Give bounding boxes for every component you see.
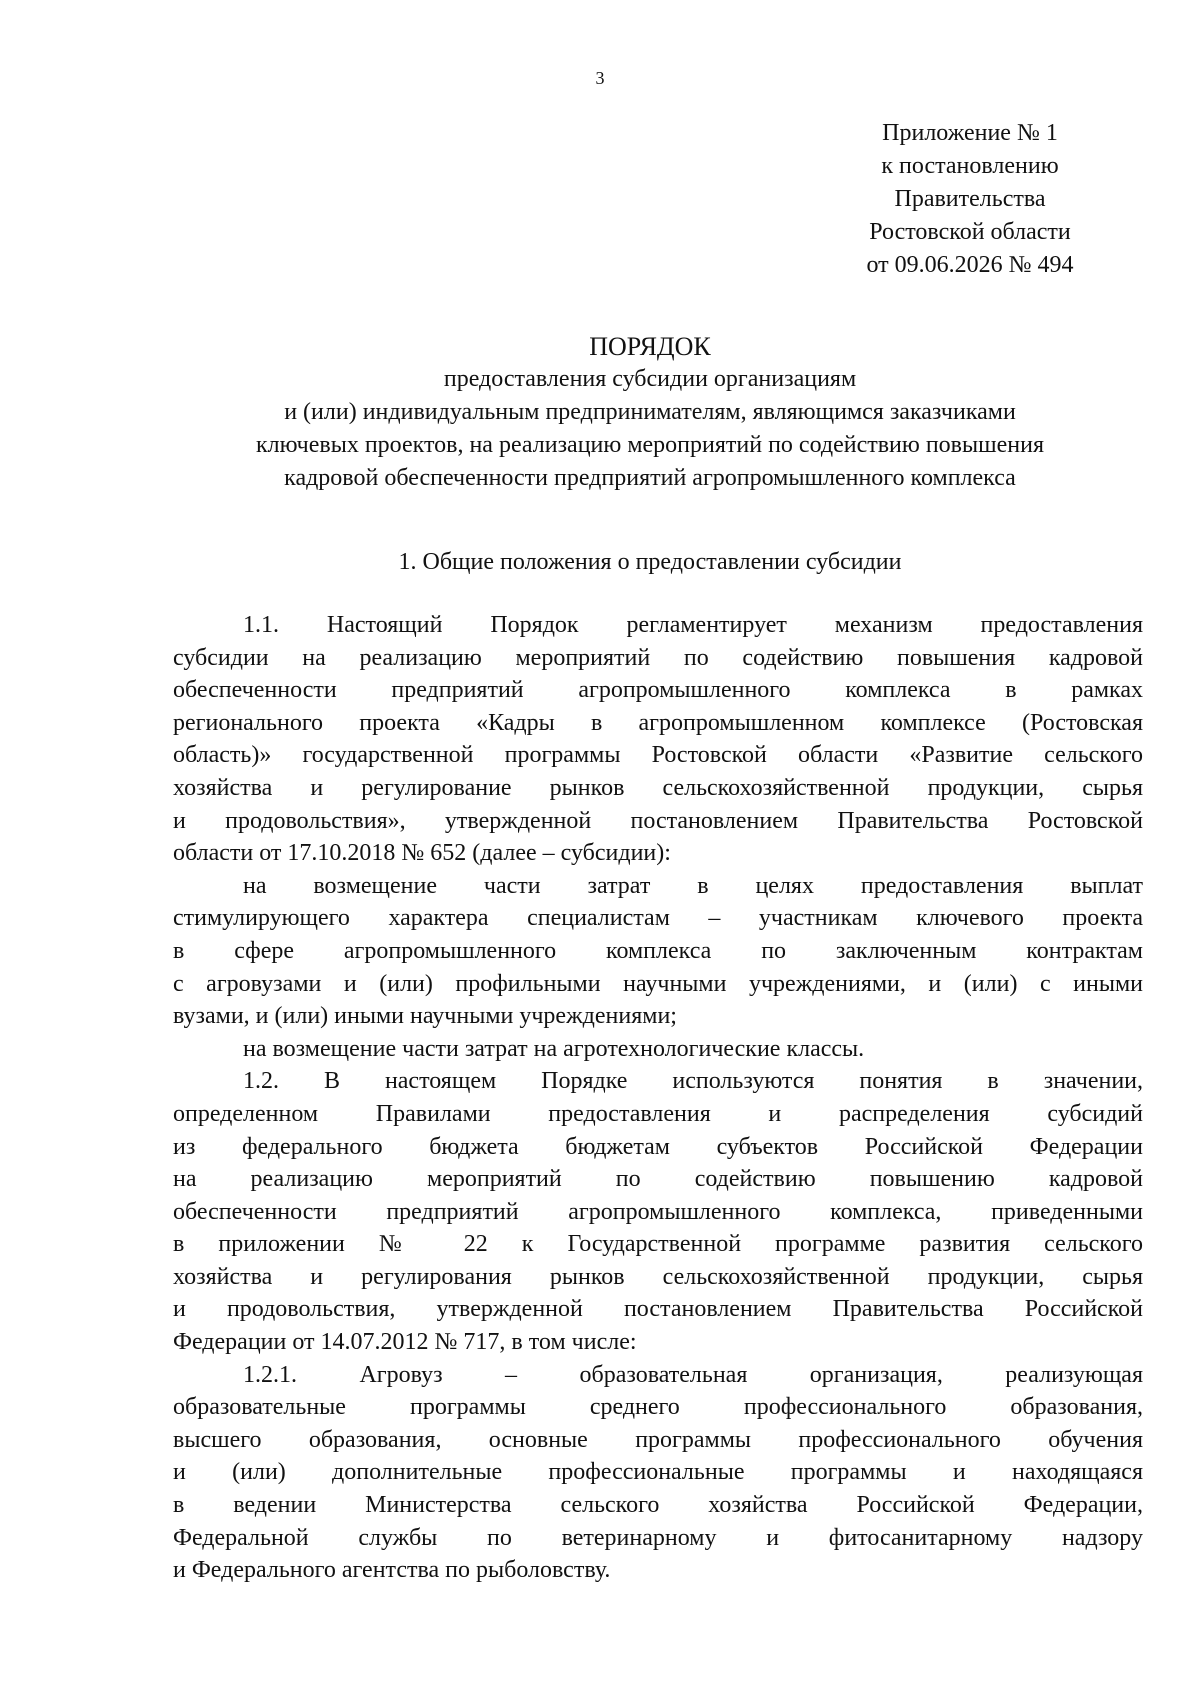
text-line: 1.2. В настоящем Порядке используются понятия в значении,: [243, 1068, 1143, 1095]
document-subtitle-line: предоставления субсидии организациям: [443, 366, 857, 392]
paragraph-1-2-1: [173, 1359, 1143, 1587]
paragraph-compensation-classes: [173, 1033, 1143, 1066]
appendix-line: Приложение № 1: [882, 120, 1058, 146]
text-line: и Федерального агентства по рыболовству.: [173, 1557, 611, 1584]
document-title-block: [150, 330, 1150, 495]
text-line: область)» государственной программы Ростовской области «Развитие сельского: [173, 742, 1143, 769]
text-line: 1.1. Настоящий Порядок регламентирует механизм предоставления: [243, 612, 1143, 638]
text-line: и продовольствия», утвержденной постановлением Правительства Ростовской: [173, 807, 1143, 834]
section-body: [173, 609, 1143, 1587]
document-subtitle-line: кадровой обеспеченности предприятий агропромышленного комплекса: [284, 465, 1016, 491]
document-title: ПОРЯДОК: [589, 332, 711, 361]
document-subtitle-line: и (или) индивидуальным предпринимателям, являющимся заказчиками: [284, 399, 1016, 425]
appendix-line: от 09.06.2026 № 494: [866, 252, 1074, 278]
text-line: субсидии на реализацию мероприятий по содействию повышения кадровой: [173, 644, 1143, 671]
text-line: Федеральной службы по ветеринарному и фитосанитарному надзору: [173, 1524, 1143, 1551]
text-line: области от 17.10.2018 № 652 (далее – субсидии):: [173, 840, 671, 867]
text-line: и (или) дополнительные профессиональные программы и находящаяся: [173, 1459, 1143, 1486]
text-line: 1.2.1. Агровуз – образовательная организация, реализующая: [243, 1361, 1143, 1388]
text-line: регионального проекта «Кадры в агропромышленном комплексе (Ростовская: [173, 709, 1143, 736]
text-line: стимулирующего характера специалистам – участникам ключевого проекта: [173, 905, 1143, 932]
text-line: с агровузами и (или) профильными научными учреждениями, и (или) с иными: [173, 970, 1143, 997]
paragraph-1-2: [173, 1065, 1143, 1358]
text-line: вузами, и (или) иными научными учреждениями;: [173, 1003, 677, 1030]
text-line: на реализацию мероприятий по содействию повышению кадровой: [173, 1166, 1143, 1193]
text-line: определенном Правилами предоставления и распределения субсидий: [173, 1100, 1143, 1127]
text-line: в сфере агропромышленного комплекса по заключенным контрактам: [173, 937, 1143, 964]
appendix-line: к постановлению: [881, 153, 1059, 179]
document-subtitle-line: ключевых проектов, на реализацию мероприятий по содействию повышения: [255, 432, 1044, 458]
text-line: хозяйства и регулирования рынков сельскохозяйственной продукции, сырья: [173, 1263, 1143, 1290]
page-number: 3: [595, 68, 605, 88]
text-line: обеспеченности предприятий агропромышленного комплекса в рамках: [173, 677, 1143, 704]
appendix-line: Ростовской области: [869, 219, 1071, 245]
paragraph-compensation-payments: [173, 870, 1143, 1033]
text-line: хозяйства и регулирование рынков сельскохозяйственной продукции, сырья: [173, 774, 1143, 801]
text-line: из федерального бюджета бюджетам субъектов Российской Федерации: [173, 1133, 1143, 1160]
text-line: высшего образования, основные программы профессионального обучения: [173, 1426, 1143, 1453]
text-line: на возмещение части затрат на агротехнологические классы.: [243, 1035, 865, 1062]
text-line: обеспеченности предприятий агропромышленного комплекса, приведенными: [173, 1198, 1143, 1225]
appendix-line: Правительства: [894, 186, 1046, 212]
text-line: в приложении № 22 к Государственной программе развития сельского: [173, 1231, 1143, 1258]
text-line: в ведении Министерства сельского хозяйства Российской Федерации,: [173, 1492, 1143, 1519]
text-line: на возмещение части затрат в целях предоставления выплат: [243, 872, 1143, 899]
appendix-reference: [830, 117, 1110, 282]
text-line: и продовольствия, утвержденной постановлением Правительства Российской: [173, 1296, 1143, 1323]
paragraph-1-1: [173, 609, 1143, 870]
text-line: Федерации от 14.07.2012 № 717, в том числе:: [173, 1329, 637, 1356]
section-heading: 1. Общие положения о предоставлении субсидии: [398, 549, 902, 575]
text-line: образовательные программы среднего профессионального образования,: [173, 1394, 1143, 1421]
